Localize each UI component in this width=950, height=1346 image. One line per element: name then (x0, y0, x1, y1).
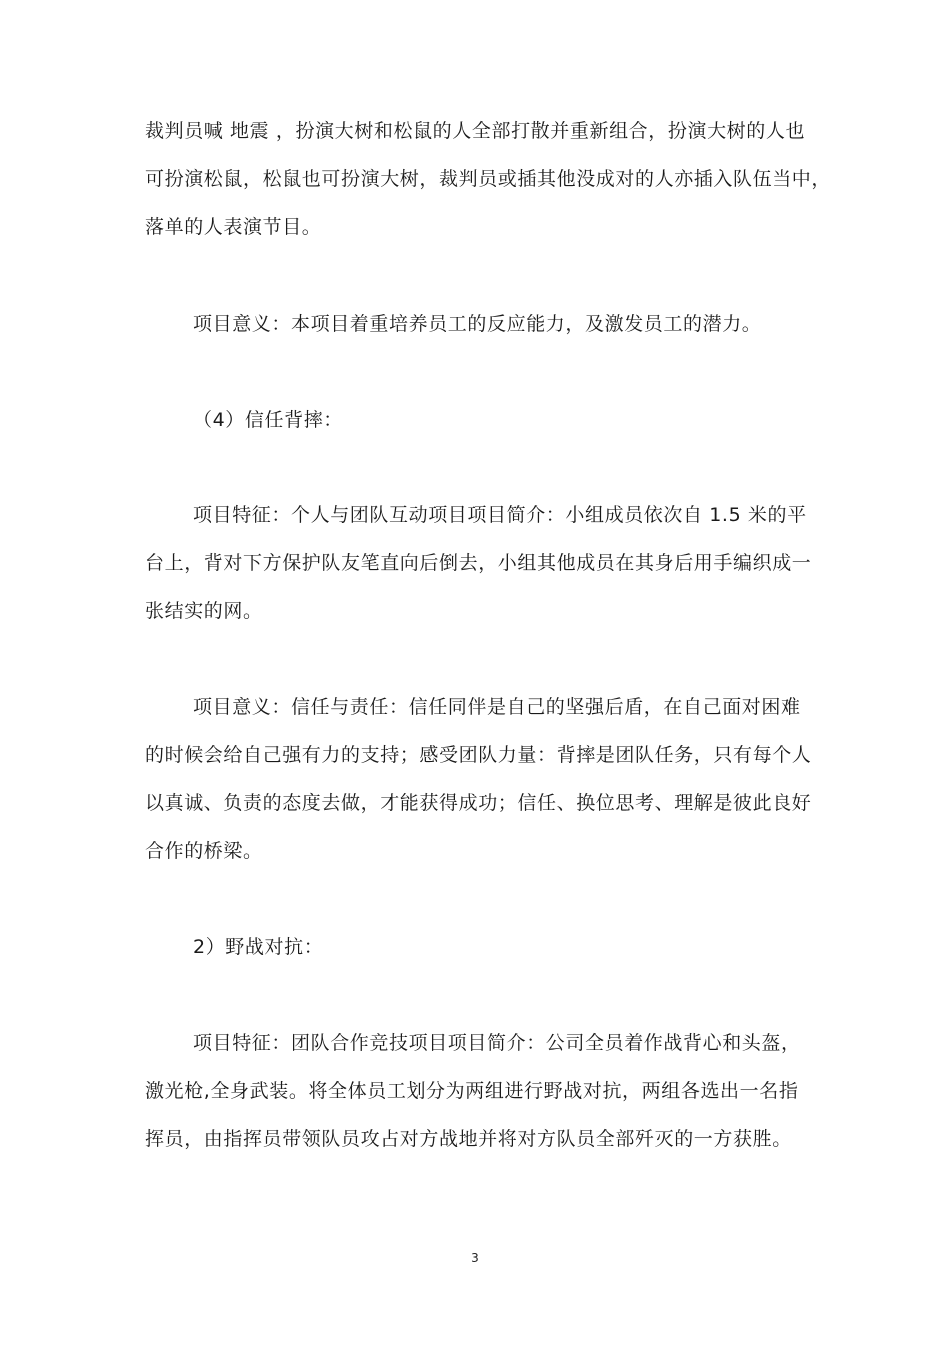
paragraph-5-line-4: 合作的桥梁。 (145, 840, 263, 862)
paragraph-7-line-1: 项目特征：团队合作竞技项目项目简介：公司全员着作战背心和头盔， (193, 1032, 801, 1054)
paragraph-5-line-1: 项目意义：信任与责任：信任同伴是自己的坚强后盾，在自己面对困难 (193, 696, 801, 718)
paragraph-4-line-2: 台上，背对下方保护队友笔直向后倒去，小组其他成员在其身后用手编织成一 (145, 552, 812, 574)
paragraph-5-line-2: 的时候会给自己强有力的支持；感受团队力量：背摔是团队任务，只有每个人 (145, 744, 812, 766)
paragraph-5-line-3: 以真诚、负责的态度去做，才能获得成功；信任、换位思考、理解是彼此良好 (145, 792, 812, 814)
paragraph-4-line-3: 张结实的网。 (145, 600, 263, 622)
paragraph-7-line-3: 挥员，由指挥员带领队员攻占对方战地并将对方队员全部歼灭的一方获胜。 (145, 1128, 792, 1150)
page-number: 3 (471, 1251, 479, 1265)
section-heading-field-battle: 2）野战对抗： (193, 936, 324, 958)
paragraph-4-line-1: 项目特征：个人与团队互动项目项目简介：小组成员依次自 1.5 米的平 (193, 504, 807, 526)
paragraph-1-line-3: 落单的人表演节目。 (145, 216, 322, 238)
paragraph-7-line-2: 激光枪,全身武装。将全体员工划分为两组进行野战对抗，两组各选出一名指 (145, 1080, 799, 1102)
section-heading-trust-fall: （4）信任背摔： (193, 409, 343, 431)
paragraph-1-line-2: 可扮演松鼠，松鼠也可扮演大树，裁判员或插其他没成对的人亦插入队伍当中， (145, 168, 832, 190)
paragraph-2-line-1: 项目意义：本项目着重培养员工的反应能力，及激发员工的潜力。 (193, 313, 762, 335)
paragraph-1-line-1: 裁判员喊 地震 ，扮演大树和松鼠的人全部打散并重新组合，扮演大树的人也 (145, 120, 806, 142)
